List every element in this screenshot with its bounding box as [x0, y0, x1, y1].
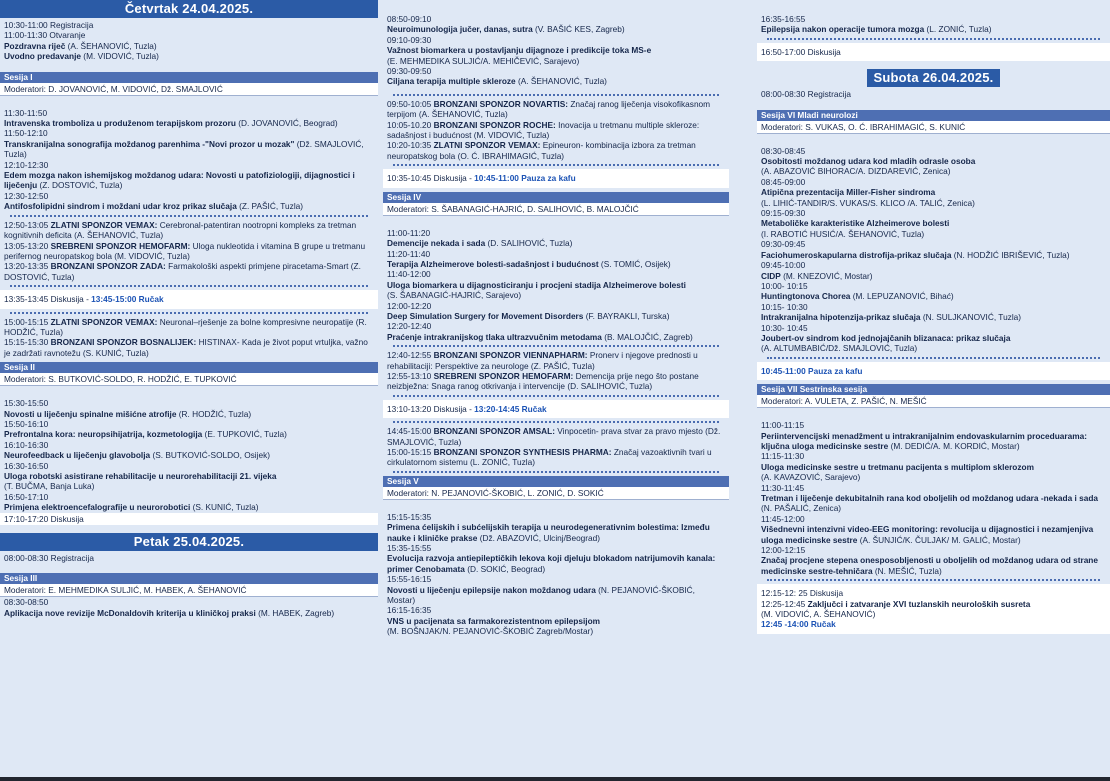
column-thursday-friday	[0, 0, 378, 618]
dotted-separator	[393, 421, 719, 423]
bottom-edge	[0, 777, 1110, 781]
saturday-header: Subota 26.04.2025.	[867, 69, 1000, 87]
session-5-continued: 16:35-16:55 Epilepsija nakon operacije tumora mozga (L. ZONIĆ, Tuzla)	[761, 14, 992, 35]
dotted-separator	[393, 471, 719, 473]
sponsor-block-4: 12:40-12:55 BRONZANI SPONZOR VIENNAPHARM: Pronerv i njegove prednosti u rehabilitaciji: Perspektive za neurologe (Z. PAŠIĆ, Tuzla) 12:55-13:10 SREBRENI SPONZOR HEMOFARM: Demencija prije nego što postane neizbježna: Snaga ranog otkrivanja i intervencije (D. SALIHOVIĆ, Tuzla)	[387, 350, 699, 392]
session-4-moderators: Moderatori: S. ŠABANAGIĆ-HAJRIĆ, D. SALIHOVIĆ, B. MALOJČIĆ	[383, 203, 729, 216]
dotted-separator	[393, 395, 719, 397]
session-1-talks: 11:30-11:50 Intravenska tromboliza u produženom terapijskom prozoru (D. JOVANOVIĆ, Beograd) 11:50-12:10 Transkranijalna sonografija moždanog parenhima -"Novi prozor u mozak" (Dž. SMAJLOVIĆ, Tuzla) 12:10-12:30 Edem mozga nakon ishemijskog moždanog udara: Novosti u patofiziologiji, dijagnostici i liječenju (Z. DOSTOVIĆ, Tuzla) 12:30-12:50 Antifosfolipidni sindrom i moždani udar kroz prikaz slučaja (Z. PAŠIĆ, Tuzla)	[4, 107, 364, 212]
thursday-opening: 10:30-11:00 Registracija 11:00-11:30 Otvaranje Pozdravna riječ (A. ŠEHANOVIĆ, Tuzla) Uvodno predavanje (M. VIDOVIĆ, Tuzla)	[4, 20, 159, 62]
session-3-talks: 08:30-08:50 Aplikacija nove revizije McDonaldovih kriterija u kliničkoj praksi (M. HABEK, Zagreb)	[4, 597, 335, 618]
dotted-separator	[767, 38, 1100, 40]
sponsor-block-3: 09:50-10:05 BRONZANI SPONZOR NOVARTIS: Značaj ranog liječenja visokofikasnom terpijom (A. ŠEHANOVIĆ, Tuzla) 10:05-10.20 BRONZANI SPONZOR ROCHE: Inovacija u tretmanu multiple skleroze: sadašnjost i budućnost (M. VIDOVIĆ, Tuzla) 10:20-10:35 ZLATNI SPONZOR VEMAX: Epineuron- kombinacija izbora za tretman neuropatskog bola (O. Ć. IBRAHIMAGIĆ, Tuzla)	[387, 98, 711, 161]
dotted-separator	[767, 579, 1100, 581]
dotted-separator	[10, 215, 368, 217]
lunch-break-friday: 13:10-13:20 Diskusija - 13:20-14:45 Ručak	[383, 400, 729, 418]
session-1-band: Sesija I	[0, 72, 378, 83]
session-2-moderators: Moderatori: S. BUTKOVIĆ-SOLDO, R. HODŽIĆ, E. TUPKOVIĆ	[0, 373, 378, 386]
lunch-break-thursday: 13:35-13:45 Diskusija - 13:45-15:00 Ručak	[0, 290, 378, 308]
session-2-band: Sesija II	[0, 362, 378, 373]
discussion-thursday: 17:10-17:20 Diskusija	[0, 513, 378, 525]
thursday-header: Četvrtak 24.04.2025.	[0, 0, 378, 18]
session-7-talks: 11:00-11:15 Periintervencijski menadžment u intrakranijalnim endovaskularnim proceduarama: ključna uloga medicinske sestre (M. DEDIĆ/A. M. KORDIĆ, Mostar) 11:15-11:30 Uloga medicinske sestre u tretmanu pacijenta s multiplom sklerozom (A. KAVAZOVIĆ, Sarajevo) 11:30-11:45 Tretman i liječenje dekubitalnih rana kod oboljelih od moždanog udara -nekada i sada (N. PAŠALIĆ, Zenica) 11:45-12:00 Višednevni intenzivni video-EEG monitoring: revolucija u dijagnostici i nezamjenjiva uloga medicinske sestre (A. ŠUNJIĆ/K. ČULJAK/ M. GALIĆ, Mostar) 12:00-12:15 Značaj procjene stepena onesposobljenosti u oboljelih od moždanog udara od strane medicinske sestre-tehničara (N. MEŠIĆ, Tuzla)	[761, 420, 1099, 576]
friday-header: Petak 25.04.2025.	[0, 533, 378, 551]
session-6-talks: 08:30-08:45 Osobitosti moždanog udara kod mladih odrasle osoba (A. ABAZOVIĆ BIHORAC/A. DIZDAREVIĆ, Zenica) 08:45-09:00 Atipična prezentacija Miller-Fisher sindroma (L. LIHIĆ-TANDIR/S. VUKAS/S. KLICO /A. TALIĆ, Zenica) 09:15-09:30 Metaboličke karakteristike Alzheimerove bolesti (I. RABOTIĆ HUSIĆ/A. ŠEHANOVIĆ, Tuzla) 09:30-09:45 Faciohumeroskapularna distrofija-prikaz slučaja (N. HODŽIĆ IBRIŠEVIĆ, Tuzla) 09:45-10:00 CIDP (M. KNEZOVIĆ, Mostar) 10:00- 10:15 Huntingtonova Chorea (M. LEPUZANOVIĆ, Bihać) 10:15- 10:30 Intrakranijalna hipotenzija-prikaz slučaja (N. SULJKANOVIĆ, Tuzla) 10:30- 10:45 Joubert-ov sindrom kod jednojajčanih blizanaca: prikaz slučaja (A. ALTUMBABIĆ/Dž. SMAJLOVIĆ, Tuzla)	[761, 145, 1070, 354]
session-7-band: Sesija VII Sestrinska sesija	[757, 384, 1110, 395]
sponsor-block-2: 15:00-15:15 ZLATNI SPONZOR VEMAX: Neuronal–rješenje za bolne kompresivne neuropatije (R. HODŽIĆ, Tuzla) 15:15-15:30 BRONZANI SPONZOR BOSNALIJEK: HISTINAX- Kada je život poput vrtuljka, važno je zadržati ravnotežu (S. KUNIĆ, Tuzla)	[4, 316, 368, 358]
session-4-band: Sesija IV	[383, 192, 729, 203]
friday-registration: 08:00-08:30 Registracija	[4, 553, 94, 564]
session-3-band: Sesija III	[0, 573, 378, 584]
closing-block: 12:15-12: 25 Diskusija 12:25-12:45 Zaključci i zatvaranje XVI tuzlanskih neuroloških susreta (M. VIDOVIĆ, A. ŠEHANOVIĆ) 12:45 -14:00 Ručak	[757, 584, 1110, 634]
session-6-moderators: Moderatori: S. VUKAS, O. Ć. IBRAHIMAGIĆ, S. KUNIĆ	[757, 121, 1110, 134]
session-5-talks: 15:15-15:35 Primena ćelijskih i subćelijskih terapija u neurodegenerativnim bolestima: Između nauke i kliničke prakse (Dž. ABAZOVIĆ, Ulcinj/Beograd) 15:35-15:55 Evolucija razvoja antiepileptičkih lekova koji djeluju blokadom natrijumovih kanala: primer Cenobamata (D. SOKIĆ, Beograd) 15:55-16:15 Novosti u liječenju epilepsije nakon moždanog udara (N. PEJANOVIĆ-ŠKOBIĆ, Mostar) 16:15-16:35 VNS u pacijenata sa farmakorezistentnom epilepsijom (M. BOŠNJAK/N. PEJANOVIĆ-ŠKOBIĆ Zagreb/Mostar)	[387, 511, 716, 637]
sponsor-block-5: 14:45-15:00 BRONZANI SPONZOR AMSAL: Vinpocetin- prava stvar za pravo mjesto (Dž. SMAJLOVIĆ, Tuzla) 15:00-15:15 BRONZANI SPONZOR SYNTHESIS PHARMA: Značaj vazoaktivnih tvari u cirkulatornom sistemu (L. ZONIĆ, Tuzla)	[387, 426, 721, 468]
session-6-band: Sesija VI Mladi neurolozi	[757, 110, 1110, 121]
session-5-band: Sesija V	[383, 476, 729, 487]
dotted-separator	[767, 357, 1100, 359]
column-saturday	[757, 0, 1110, 634]
dotted-separator	[393, 94, 719, 96]
session-3-moderators: Moderatori: E. MEHMEDIKA SULJIĆ, M. HABEK, A. ŠEHANOVIĆ	[0, 584, 378, 597]
session-2-talks: 15:30-15:50 Novosti u liječenju spinalne mišićne atrofije (R. HODŽIĆ, Tuzla) 15:50-16:10 Prefrontalna kora: neuropsihijatrija, kozmetologija (E. TUPKOVIĆ, Tuzla) 16:10-16:30 Neurofeedback u liječenju glavobolja (S. BUTKOVIĆ-SOLDO, Osijek) 16:30-16:50 Uloga robotski asistirane rehabilitacije u neurorehabilitaciji 21. vijeka (T. BUČMA, Banja Luka) 16:50-17:10 Primjena elektroencefalografije u neurorobotici (S. KUNIĆ, Tuzla)	[4, 398, 287, 513]
column-friday	[383, 0, 729, 637]
coffee-break-friday: 10:35-10:45 Diskusija - 10:45-11:00 Pauza za kafu	[383, 169, 729, 187]
discussion-friday: 16:50-17:00 Diskusija	[757, 43, 1110, 61]
session-4-talks: 11:00-11:20 Demencije nekada i sada (D. SALIHOVIĆ, Tuzla) 11:20-11:40 Terapija Alzheimerove bolesti-sadašnjost i budućnost (S. TOMIĆ, Osijek) 11:40-12:00 Uloga biomarkera u dijagnosticiranju i procjeni stadija Alzheimerove bolesti (S. ŠABANAGIĆ-HAJRIĆ, Sarajevo) 12:00-12:20 Deep Simulation Surgery for Movement Disorders (F. BAYRAKLI, Turska) 12:20-12:40 Praćenje intrakranijskog tlaka ultrazvučnim metodama (B. MALOJČIĆ, Zagreb)	[387, 227, 693, 342]
saturday-registration: 08:00-08:30 Registracija	[761, 89, 851, 100]
coffee-break-saturday: 10:45-11:00 Pauza za kafu	[757, 362, 1110, 380]
dotted-separator	[10, 312, 368, 314]
session-5-moderators: Moderatori: N. PEJANOVIĆ-ŠKOBIĆ, L. ZONIĆ, D. SOKIĆ	[383, 487, 729, 500]
session-1-moderators: Moderatori: D. JOVANOVIĆ, M. VIDOVIĆ, Dž. SMAJLOVIĆ	[0, 83, 378, 96]
dotted-separator	[393, 164, 719, 166]
dotted-separator	[393, 345, 719, 347]
sponsor-block-1: 12:50-13:05 ZLATNI SPONZOR VEMAX: Cerebronal-patentiran nootropni kompleks za tretman kognitivnih deficita (A. ŠEHANOVIĆ, Tuzla) 13:05-13:20 SREBRENI SPONZOR HEMOFARM: Uloga nukleotida i vitamina B grupe u tretmanu perifernog neuropatskog bola (M. VIDOVIĆ, Tuzla) 13:20-13:35 BRONZANI SPONZOR ZADA: Farmakološki aspekti primjene piracetama-Smart (Z. DOSTOVIĆ, Tuzla)	[4, 219, 366, 282]
session-7-moderators: Moderatori: A. VULETA, Z. PAŠIĆ, N. MEŠIĆ	[757, 395, 1110, 408]
dotted-separator	[10, 285, 368, 287]
session-3-continued: 08:50-09:10 Neuroimunologija jučer, danas, sutra (V. BAŠIĆ KES, Zagreb) 09:10-09:30 Važnost biomarkera u postavljanju dijagnoze i predikcije toka MS-e (E. MEHMEDIKA SULJIĆ/A. MEHIČEVIĆ, Sarajevo) 09:30-09:50 Ciljana terapija multiple skleroze (A. ŠEHANOVIĆ, Tuzla)	[387, 14, 652, 87]
